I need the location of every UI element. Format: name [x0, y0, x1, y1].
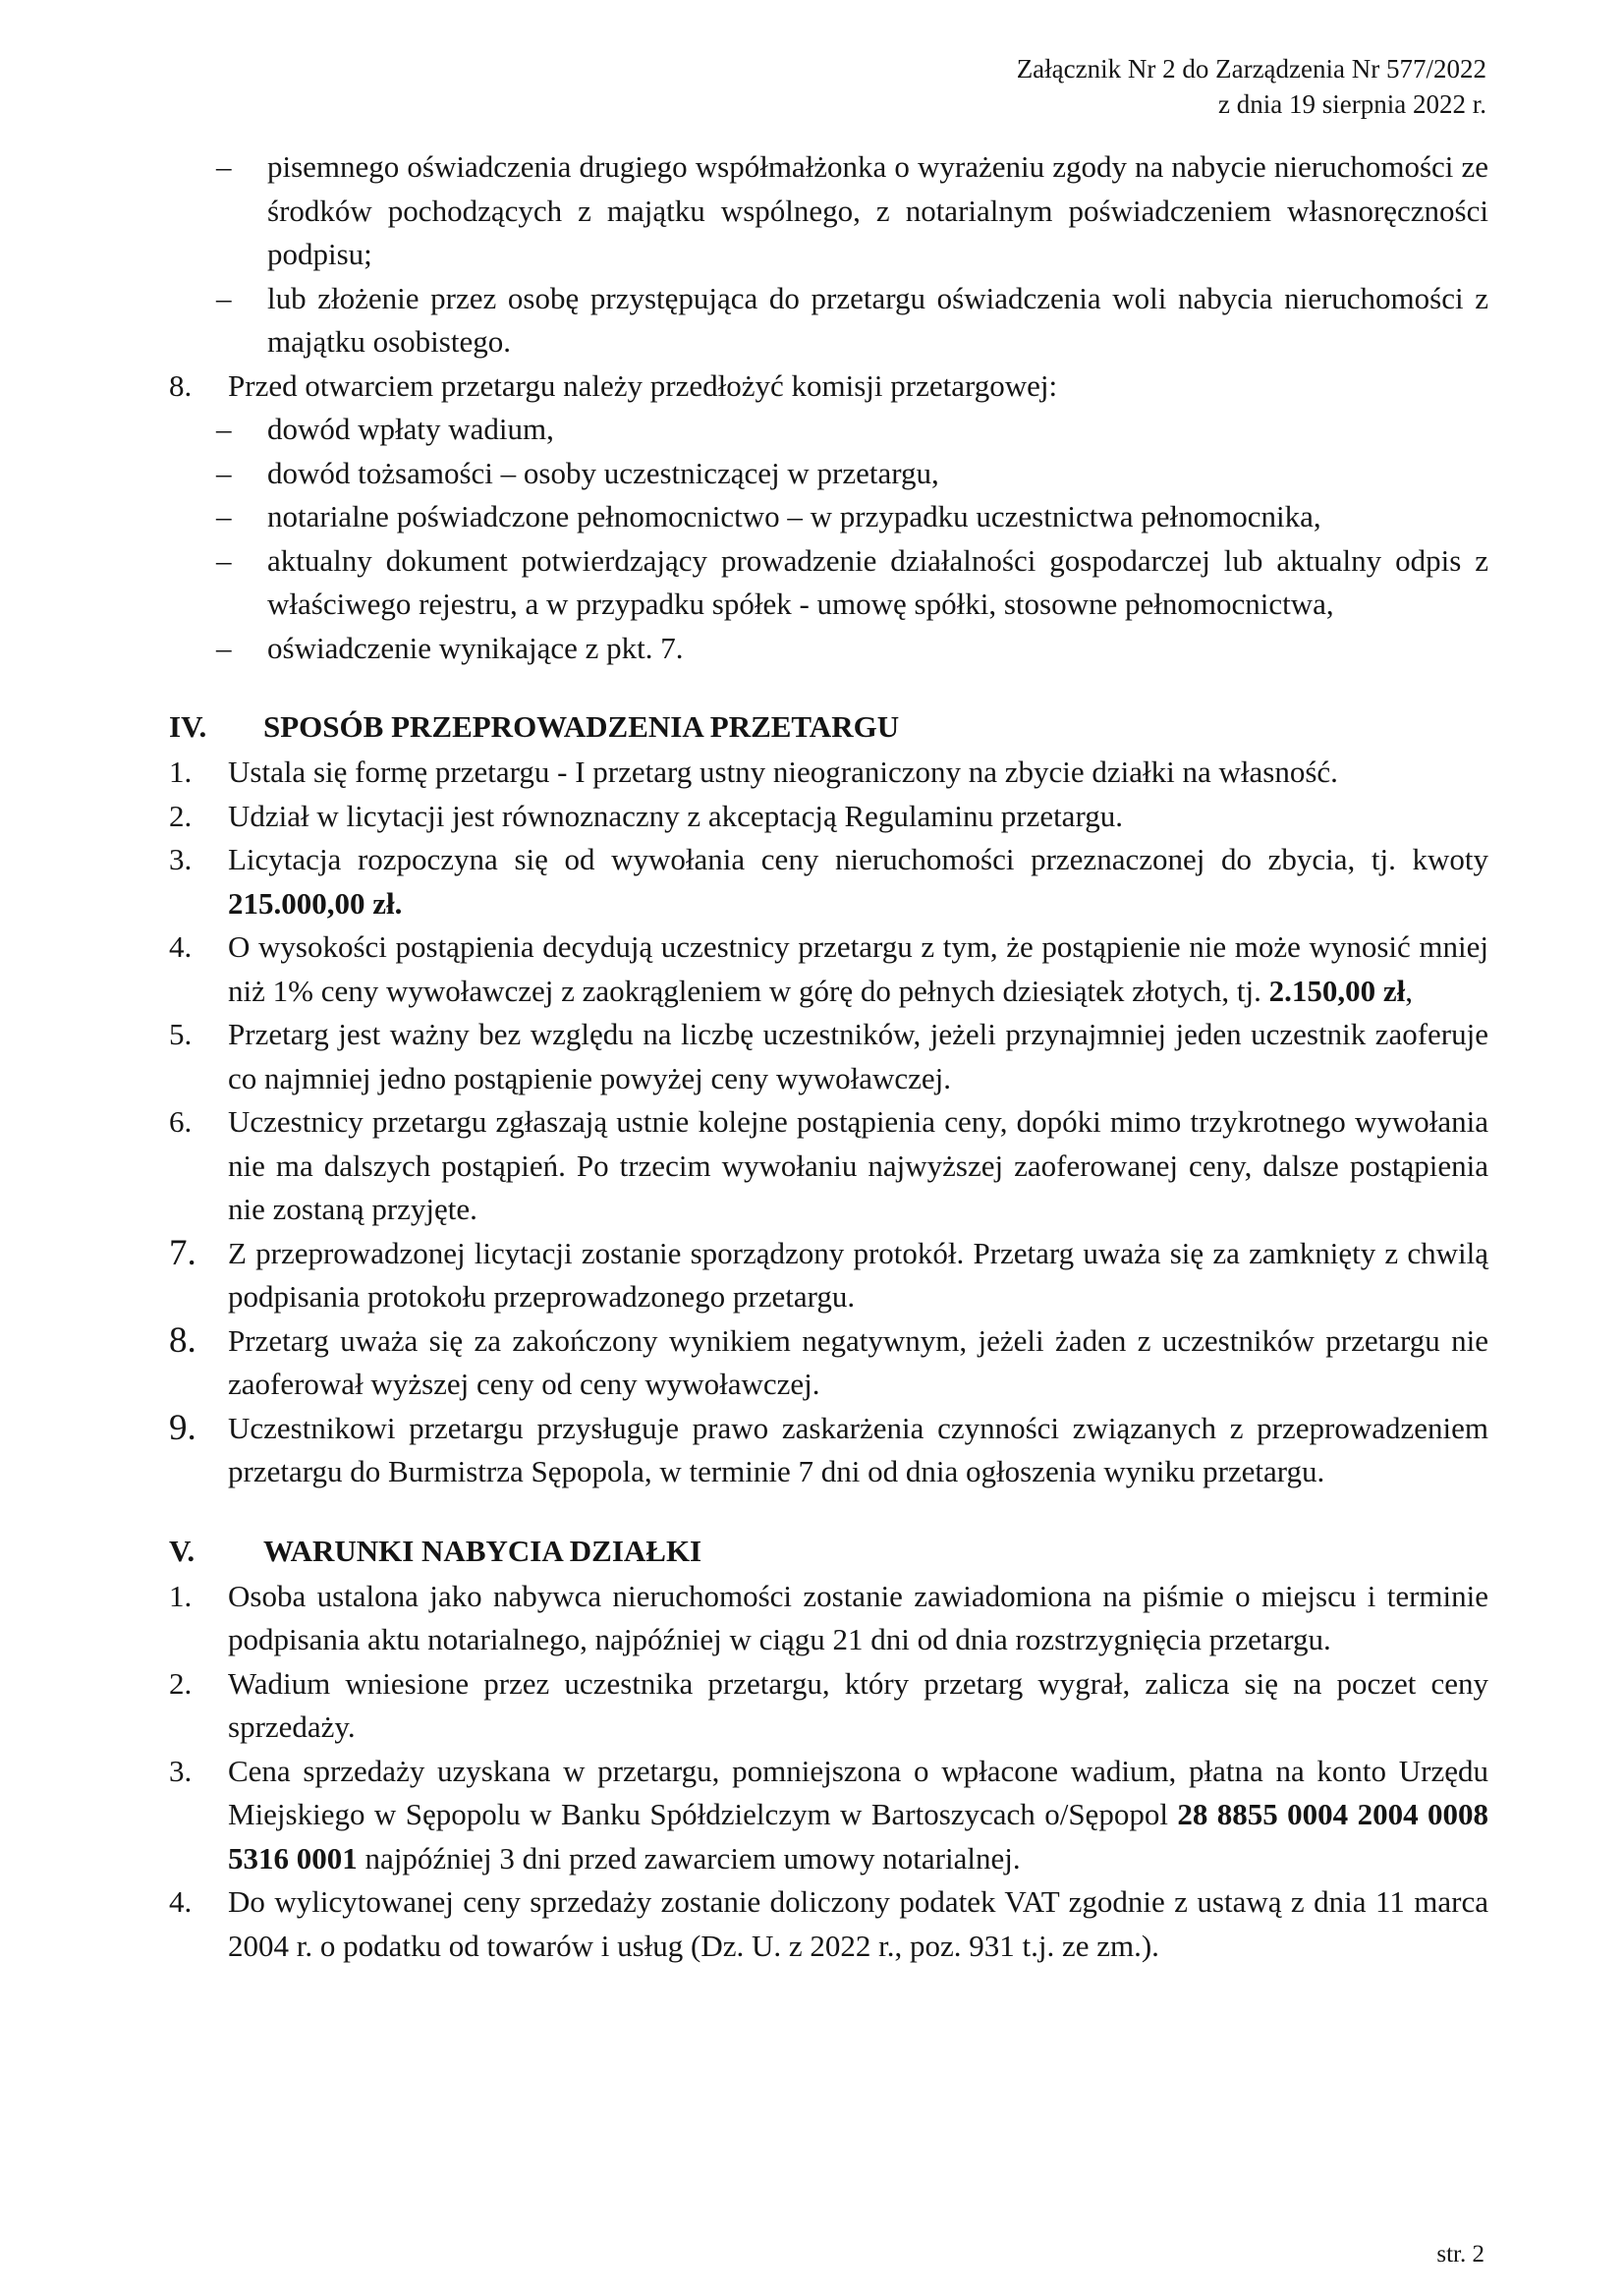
item-text: Wadium wniesione przez uczestnika przetargu, który przetarg wygrał, zalicza się na poczet ceny sprzedaży. [228, 1665, 1488, 1744]
list-item [169, 452, 1488, 496]
item-text-after: , [1405, 973, 1413, 1008]
item-number: 2. [169, 798, 193, 833]
numbered-item [169, 795, 1488, 839]
item-text: Przed otwarciem przetargu należy przedłożyć komisji przetargowej: [228, 367, 1058, 403]
section-heading [169, 1530, 1488, 1575]
item-text: Udział w licytacji jest równoznaczny z akceptacją Regulaminu przetargu. [228, 798, 1123, 833]
starting-price: 215.000,00 zł. [228, 885, 403, 921]
section-title: WARUNKI NABYCIA DZIAŁKI [263, 1533, 702, 1568]
numbered-item [169, 1100, 1488, 1232]
list-item [169, 627, 1488, 671]
section-title: SPOSÓB PRZEPROWADZENIA PRZETARGU [263, 709, 900, 744]
numbered-item [169, 1319, 1488, 1407]
item-number: 5. [169, 1017, 193, 1051]
dash-marker: – [216, 280, 232, 315]
header-line-1: Załącznik Nr 2 do Zarządzenia Nr 577/2022 [1016, 54, 1486, 84]
dash-marker: – [216, 455, 232, 490]
attachment-header [1017, 51, 1486, 122]
item-text: Osoba ustalona jako nabywca nieruchomości zostanie zawiadomiona na piśmie o miejscu i terminie podpisania aktu notarialnego, najpóźniej w ciągu 21 dni od dnia rozstrzygnięcia przetargu. [228, 1578, 1488, 1656]
item-number: 3. [169, 842, 193, 876]
numbered-item [169, 1662, 1488, 1750]
item-number: 3. [169, 1753, 193, 1788]
item-number: 9. [169, 1407, 196, 1448]
item-number: 8. [169, 367, 193, 403]
numbered-item [169, 1575, 1488, 1662]
section-number: IV. [169, 709, 207, 744]
dash-marker: – [216, 630, 232, 665]
dash-marker: – [216, 149, 232, 184]
item-number: 4. [169, 1884, 193, 1919]
item-number: 6. [169, 1104, 193, 1139]
item-number: 1. [169, 1578, 193, 1613]
item-number: 8. [169, 1319, 196, 1361]
list-item [169, 277, 1488, 364]
list-item-text: aktualny dokument potwierdzający prowadzenie działalności gospodarczej lub aktualny odpis z właściwego rejestru, a w przypadku spółek - umowę spółki, stosowne pełnomocnictwa, [267, 542, 1488, 621]
numbered-item [169, 1407, 1488, 1494]
numbered-item [169, 1750, 1488, 1881]
numbered-item [169, 1880, 1488, 1968]
item-text-after: najpóźniej 3 dni przed zawarciem umowy notarialnej. [357, 1840, 1021, 1876]
item-number: 7. [169, 1232, 196, 1273]
numbered-item [169, 1013, 1488, 1100]
item-text: Przetarg uważa się za zakończony wynikiem negatywnym, jeżeli żaden z uczestników przetargu nie zaoferował wyższej ceny od ceny wywoławczej. [228, 1322, 1488, 1401]
dash-marker: – [216, 412, 232, 446]
list-item-text: dowód tożsamości – osoby uczestniczącej w przetargu, [267, 455, 939, 490]
numbered-item [169, 1232, 1488, 1319]
dash-marker: – [216, 499, 232, 533]
list-item-text: oświadczenie wynikające z pkt. 7. [267, 630, 684, 665]
item-text: Licytacja rozpoczyna się od wywołania ceny nieruchomości przeznaczonej do zbycia, tj. kwoty [228, 842, 1488, 876]
list-item [169, 408, 1488, 452]
list-item-text: pisemnego oświadczenia drugiego współmałżonka o wyrażeniu zgody na nabycie nieruchomości ze środków pochodzących z majątku wspólnego, z notarialnym poświadczeniem własnoręczności podpisu; [267, 149, 1488, 271]
numbered-item [169, 838, 1488, 925]
header-line-2: z dnia 19 sierpnia 2022 r. [1218, 89, 1486, 119]
list-item-text: lub złożenie przez osobę przystępująca do przetargu oświadczenia woli nabycia nieruchomości z majątku osobistego. [267, 280, 1488, 359]
list-item-text: dowód wpłaty wadium, [267, 412, 554, 446]
item-number: 2. [169, 1665, 193, 1701]
page-number: str. 2 [1436, 2241, 1484, 2268]
item-number: 1. [169, 755, 193, 789]
list-item [169, 495, 1488, 539]
item-text: Przetarg jest ważny bez względu na liczbę uczestników, jeżeli przynajmniej jeden uczestnik zaoferuje co najmniej jedno postąpienie powyżej ceny wywoławczej. [228, 1017, 1488, 1095]
item-text: Cena sprzedaży uzyskana w przetargu, pomniejszona o wpłacone wadium, płatna na konto Urzędu Miejskiego w Sępopolu w Banku Spółdzielczym w Bartoszycach o/Sępopol [228, 1753, 1488, 1831]
section-heading [169, 705, 1488, 751]
numbered-item [169, 751, 1488, 795]
list-item [169, 145, 1488, 277]
numbered-item [169, 925, 1488, 1013]
bank-account-number: 28 8855 0004 2004 0008 5316 0001 [228, 1797, 1489, 1876]
item-text: Uczestnikowi przetargu przysługuje prawo zaskarżenia czynności związanych z przeprowadzeniem przetargu do Burmistrza Sępopola, w terminie 7 dni od dnia ogłoszenia wyniku przetargu. [228, 1410, 1488, 1488]
item-number: 4. [169, 929, 193, 964]
section-number: V. [169, 1533, 196, 1568]
list-item-text: notarialne poświadczone pełnomocnictwo – w przypadku uczestnictwa pełnomocnika, [267, 499, 1321, 533]
item-text: Do wylicytowanej ceny sprzedaży zostanie doliczony podatek VAT zgodnie z ustawą z dnia 11 marca 2004 r. o podatku od towarów i usług (Dz. U. z 2022 r., poz. 931 t.j. ze zm.). [228, 1884, 1488, 1963]
item-text: Z przeprowadzonej licytacji zostanie sporządzony protokół. Przetarg uważa się za zamknięty z chwilą podpisania protokołu przeprowadzonego przetargu. [228, 1235, 1488, 1314]
list-item [169, 539, 1488, 627]
dash-marker: – [216, 542, 232, 578]
item-text: Uczestnicy przetargu zgłaszają ustnie kolejne postąpienia ceny, dopóki mimo trzykrotnego wywołania nie ma dalszych postąpień. Po trzecim wywołaniu najwyższej zaoferowanej ceny, dalsze postąpienia nie zostaną przyjęte. [228, 1104, 1488, 1226]
item-text: O wysokości postąpienia decydują uczestnicy przetargu z tym, że postąpienie nie może wynosić mniej niż 1% ceny wywoławczej z zaokrągleniem w górę do pełnych dziesiątek złotych, tj. [228, 929, 1488, 1008]
numbered-item [169, 364, 1488, 409]
minimum-bid-increment: 2.150,00 zł [1268, 973, 1406, 1008]
document-body [169, 145, 1488, 1968]
item-text: Ustala się formę przetargu - I przetarg ustny nieograniczony na zbycie działki na własność. [228, 755, 1338, 789]
